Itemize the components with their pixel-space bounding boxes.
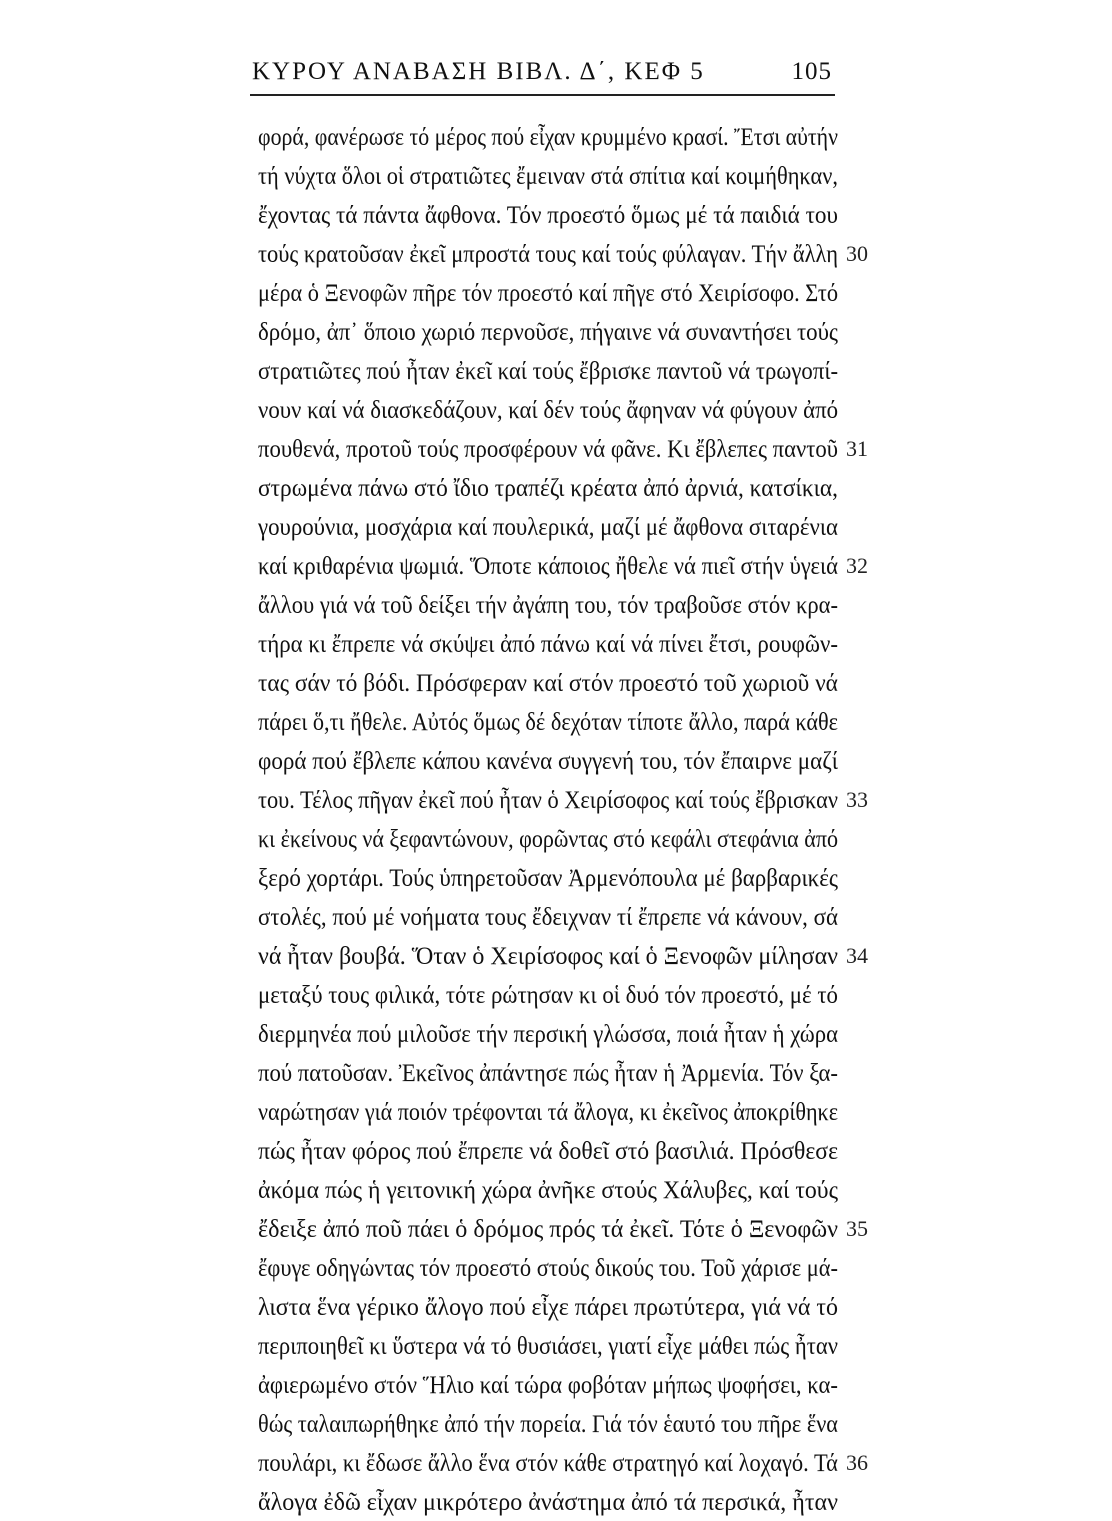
text-line (258, 663, 838, 702)
text-line (258, 117, 838, 156)
header-rule (250, 94, 835, 96)
text-line (258, 1326, 838, 1365)
text-line (258, 702, 838, 741)
text-line-content: λιστα ἕνα γέρικο ἄλογο πού εἶχε πάρει πρωτύτερα, γιά νά τό (258, 1292, 838, 1321)
section-number: 34 (846, 943, 868, 968)
text-line (258, 1287, 838, 1326)
section-number: 32 (846, 553, 868, 578)
text-line-content: ἀφιερωμένο στόν Ἥλιο καί τώρα φοβόταν μήπως ψοφήσει, κα- (258, 1370, 838, 1399)
text-line-content: ἔφυγε οδηγώντας τόν προεστό στούς δικούς του. Τοῦ χάρισε μά- (258, 1253, 839, 1282)
section-number: 33 (846, 787, 868, 812)
text-line (258, 741, 838, 780)
text-line (258, 234, 868, 273)
text-line (258, 1092, 838, 1131)
text-line-content: πουθενά, προτοῦ τούς προσφέρουν νά φᾶνε. Κι ἔβλεπες παντοῦ (258, 434, 839, 463)
text-line-content: μέρα ὁ Ξενοφῶν πῆρε τόν προεστό καί πῆγε στό Χειρίσοφο. Στό (258, 278, 839, 307)
text-line (258, 156, 838, 195)
text-line (258, 195, 838, 234)
text-line (258, 1053, 838, 1092)
text-line (258, 585, 838, 624)
text-line-content: νουν καί νά διασκεδάζουν, καί δέν τούς ἄφηναν νά φύγουν ἀπό (258, 395, 839, 424)
text-line-content: τούς κρατοῦσαν ἐκεῖ μπροστά τους καί τούς φύλαγαν. Τήν ἄλλη (258, 239, 838, 268)
text-line-content: τας σάν τό βόδι. Πρόσφεραν καί στόν προεστό τοῦ χωριοῦ νά (258, 668, 838, 697)
text-line (258, 1482, 838, 1521)
text-line-content: φορά, φανέρωσε τό μέρος πού εἶχαν κρυμμένο κρασί. Ἔτσι αὐτήν (258, 122, 838, 151)
text-line-content: ἄλλου γιά νά τοῦ δείξει τήν ἀγάπη του, τόν τραβοῦσε στόν κρα- (258, 590, 839, 619)
text-line-content: καί κριθαρένια ψωμιά. Ὅποτε κάποιος ἤθελε νά πιεῖ στήν ὑγειά (258, 551, 838, 580)
text-line (258, 546, 868, 585)
text-line-content: ξερό χορτάρι. Τούς ὑπηρετοῦσαν Ἀρμενόπουλα μέ βαρβαρικές (258, 863, 838, 892)
text-line-content: τήρα κι ἔπρεπε νά σκύψει ἀπό πάνω καί νά πίνει ἔτσι, ρουφῶν- (258, 629, 838, 658)
text-line (258, 351, 838, 390)
text-line (258, 975, 838, 1014)
text-line (258, 780, 868, 819)
text-line (258, 936, 868, 975)
text-line (258, 507, 838, 546)
text-line-content: πάρει ὅ,τι ἤθελε. Αὐτός ὅμως δέ δεχόταν τίποτε ἄλλο, παρά κάθε (258, 707, 839, 736)
text-line-content: διερμηνέα πού μιλοῦσε τήν περσική γλώσσα, ποιά ἦταν ἡ χώρα (258, 1019, 839, 1048)
text-line-content: ἔχοντας τά πάντα ἄφθονα. Τόν προεστό ὅμως μέ τά παιδιά του (258, 200, 838, 229)
text-line (258, 1209, 868, 1248)
text-line-content: κι ἐκείνους νά ξεφαντώνουν, φορῶντας στό κεφάλι στεφάνια ἀπό (258, 824, 838, 853)
text-line-content: γουρούνια, μοσχάρια καί πουλερικά, μαζί μέ ἄφθονα σιταρένια (258, 512, 838, 541)
text-line (258, 897, 838, 936)
text-line-content: ναρώτησαν γιά ποιόν τρέφονται τά ἄλογα, κι ἐκεῖνος ἀποκρίθηκε (258, 1097, 839, 1126)
body-text (258, 117, 868, 1521)
text-line-content: στολές, πού μέ νοήματα τους ἔδειχναν τί ἔπρεπε νά κάνουν, σά (258, 902, 839, 931)
text-line (258, 429, 868, 468)
text-line-content: του. Τέλος πῆγαν ἐκεῖ πού ἦταν ὁ Χειρίσοφος καί τούς ἔβρισκαν (258, 785, 838, 814)
text-line (258, 1443, 868, 1482)
text-line-content: θώς ταλαιπωρήθηκε ἀπό τήν πορεία. Γιά τόν ἑαυτό του πῆρε ἕνα (258, 1409, 838, 1438)
text-line-content: πού πατοῦσαν. Ἐκεῖνος ἀπάντησε πώς ἦταν ἡ Ἀρμενία. Τόν ξα- (258, 1058, 838, 1087)
text-line-content: πώς ἦταν φόρος πού ἔπρεπε νά δοθεῖ στό βασιλιά. Πρόσθεσε (258, 1136, 839, 1165)
text-line (258, 390, 838, 429)
text-line-content: ἔδειξε ἀπό ποῦ πάει ὁ δρόμος πρός τά ἐκεῖ. Τότε ὁ Ξενοφῶν (258, 1214, 839, 1243)
section-number: 31 (846, 436, 868, 461)
text-line (258, 273, 838, 312)
section-number: 35 (846, 1216, 868, 1241)
section-number: 30 (846, 241, 868, 266)
text-line-content: στρατιῶτες πού ἦταν ἐκεῖ καί τούς ἔβρισκε παντοῦ νά τρωγοπί- (258, 356, 839, 385)
page-number: 105 (791, 58, 832, 85)
text-line-content: δρόμο, ἀπ᾿ ὅποιο χωριό περνοῦσε, πήγαινε νά συναντήσει τούς (258, 317, 838, 346)
running-header (252, 58, 838, 92)
text-line-content: φορά πού ἔβλεπε κάπου κανένα συγγενή του, τόν ἔπαιρνε μαζί (258, 746, 838, 775)
text-line (258, 468, 838, 507)
text-line-content: τή νύχτα ὅλοι οἱ στρατιῶτες ἔμειναν στά σπίτια καί κοιμήθηκαν, (258, 161, 838, 190)
text-line (258, 1248, 838, 1287)
text-line (258, 312, 838, 351)
text-line-content: ἄλογα ἐδῶ εἶχαν μικρότερο ἀνάστημα ἀπό τά περσικά, ἦταν (258, 1487, 839, 1516)
text-line-content: μεταξύ τους φιλικά, τότε ρώτησαν κι οἱ δυό τόν προεστό, μέ τό (258, 980, 838, 1009)
text-line (258, 858, 838, 897)
text-line (258, 1170, 838, 1209)
text-line-content: πουλάρι, κι ἔδωσε ἄλλο ἕνα στόν κάθε στρατηγό καί λοχαγό. Τά (258, 1448, 838, 1477)
text-line (258, 1365, 838, 1404)
running-header-title: ΚΥΡΟΥ ΑΝΑΒΑΣΗ ΒΙΒΛ. Δ΄, ΚΕΦ 5 (252, 58, 705, 85)
text-line (258, 1404, 838, 1443)
text-line-content: στρωμένα πάνω στό ἴδιο τραπέζι κρέατα ἀπό ἀρνιά, κατσίκια, (258, 473, 839, 502)
section-number: 36 (846, 1450, 868, 1475)
text-line (258, 1014, 838, 1053)
text-line (258, 1131, 838, 1170)
text-line-content: περιποιηθεῖ κι ὕστερα νά τό θυσιάσει, γιατί εἶχε μάθει πώς ἦταν (258, 1331, 838, 1360)
text-line-content: ἀκόμα πώς ἡ γειτονική χώρα ἀνῆκε στούς Χάλυβες, καί τούς (258, 1175, 838, 1204)
text-line-content: νά ἦταν βουβά. Ὅταν ὁ Χειρίσοφος καί ὁ Ξενοφῶν μίλησαν (258, 941, 839, 970)
text-line (258, 819, 838, 858)
text-line (258, 624, 838, 663)
